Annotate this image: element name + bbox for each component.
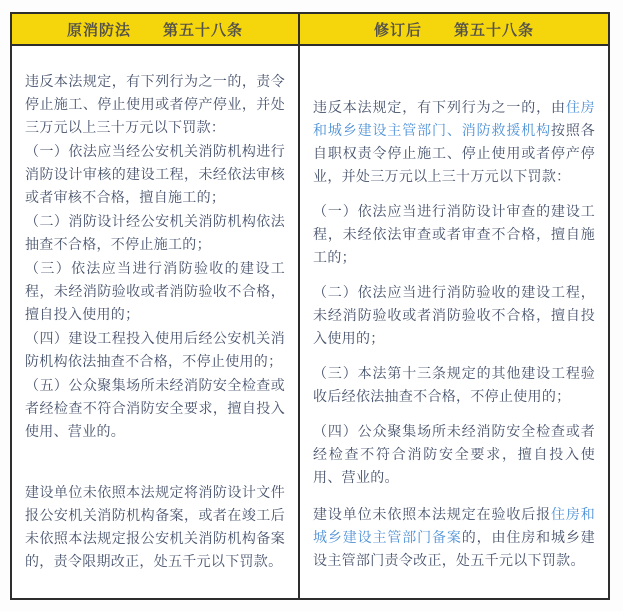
law-paragraph (313, 362, 595, 408)
law-text: 违反本法规定，有下列行为之一的，由 (313, 99, 566, 115)
original-law-column (12, 46, 298, 598)
law-text: 建设单位未依照本法规定将消防设计文件报公安机关消防机构备案，或者在竣工后未依照本法规定报公安机关消防机构备案的，责令限期改正，处五千元以下罚款。 (25, 484, 286, 569)
law-paragraph (25, 140, 285, 209)
law-text: （二）消防设计经公安机关消防机构依法抽查不合格，不停止施工的； (25, 213, 286, 252)
law-paragraph (313, 200, 595, 269)
law-paragraph (25, 210, 285, 256)
law-text: 的，由住房和城乡建设主管部门责令改正，处五千元以下罚款。 (313, 529, 596, 568)
law-paragraph (313, 281, 595, 350)
header-original-law: 原消防法 第五十八条 (67, 21, 244, 39)
table-body-row (12, 46, 608, 598)
law-paragraph (25, 257, 285, 326)
law-text: （五）公众聚集场所未经消防安全检查或者经检查不符合消防安全要求，擅自投入使用、营业的。 (25, 377, 286, 439)
law-paragraph (25, 374, 285, 443)
law-text: （三）依法应当进行消防验收的建设工程，未经消防验收或者消防验收不合格，擅自投入使用的； (25, 260, 286, 322)
law-text: 按照各自职权责令停止施工、停止使用或者停产停业，并处三万元以上三十万元以下罚款： (313, 122, 595, 184)
highlighted-revision-text: 住房和城乡建设主管部门、消防救援机构 (313, 99, 595, 138)
law-text: （四）公众聚集场所未经消防安全检查或者经检查不符合消防安全要求，擅自投入使用、营业的。 (313, 423, 595, 485)
header-revised-law: 修订后 第五十八条 (298, 14, 608, 44)
law-text: （一）依法应当经公安机关消防机构进行消防设计审核的建设工程，未经依法审核或者审核不合格，擅自施工的； (25, 143, 286, 205)
law-paragraph (313, 503, 595, 572)
law-paragraph (25, 70, 285, 139)
law-paragraph (313, 96, 595, 188)
law-text: （一）依法应当进行消防设计审查的建设工程，未经依法审查或者审查不合格，擅自施工的； (313, 203, 595, 265)
revised-law-column (298, 46, 608, 598)
law-text: 建设单位未依照本法规定在验收后报 (313, 506, 551, 522)
law-text: （三）本法第十三条规定的其他建设工程验收后经依法抽查不合格，不停止使用的； (313, 365, 595, 404)
law-paragraph (313, 420, 595, 489)
law-text: （二）依法应当进行消防验收的建设工程，未经消防验收或者消防验收不合格，擅自投入使用的； (313, 284, 595, 346)
highlighted-revision-text: 住房和城乡建设主管部门备案 (313, 506, 595, 545)
law-comparison-table (10, 12, 610, 600)
law-paragraph (25, 481, 285, 573)
law-paragraph (25, 327, 285, 373)
law-text: 违反本法规定，有下列行为之一的，责令停止施工、停止使用或者停产停业，并处三万元以上三十万元以下罚款： (25, 73, 286, 135)
law-text: （四）建设工程投入使用后经公安机关消防机构依法抽查不合格，不停止使用的； (25, 330, 286, 369)
table-header-row (12, 14, 608, 46)
